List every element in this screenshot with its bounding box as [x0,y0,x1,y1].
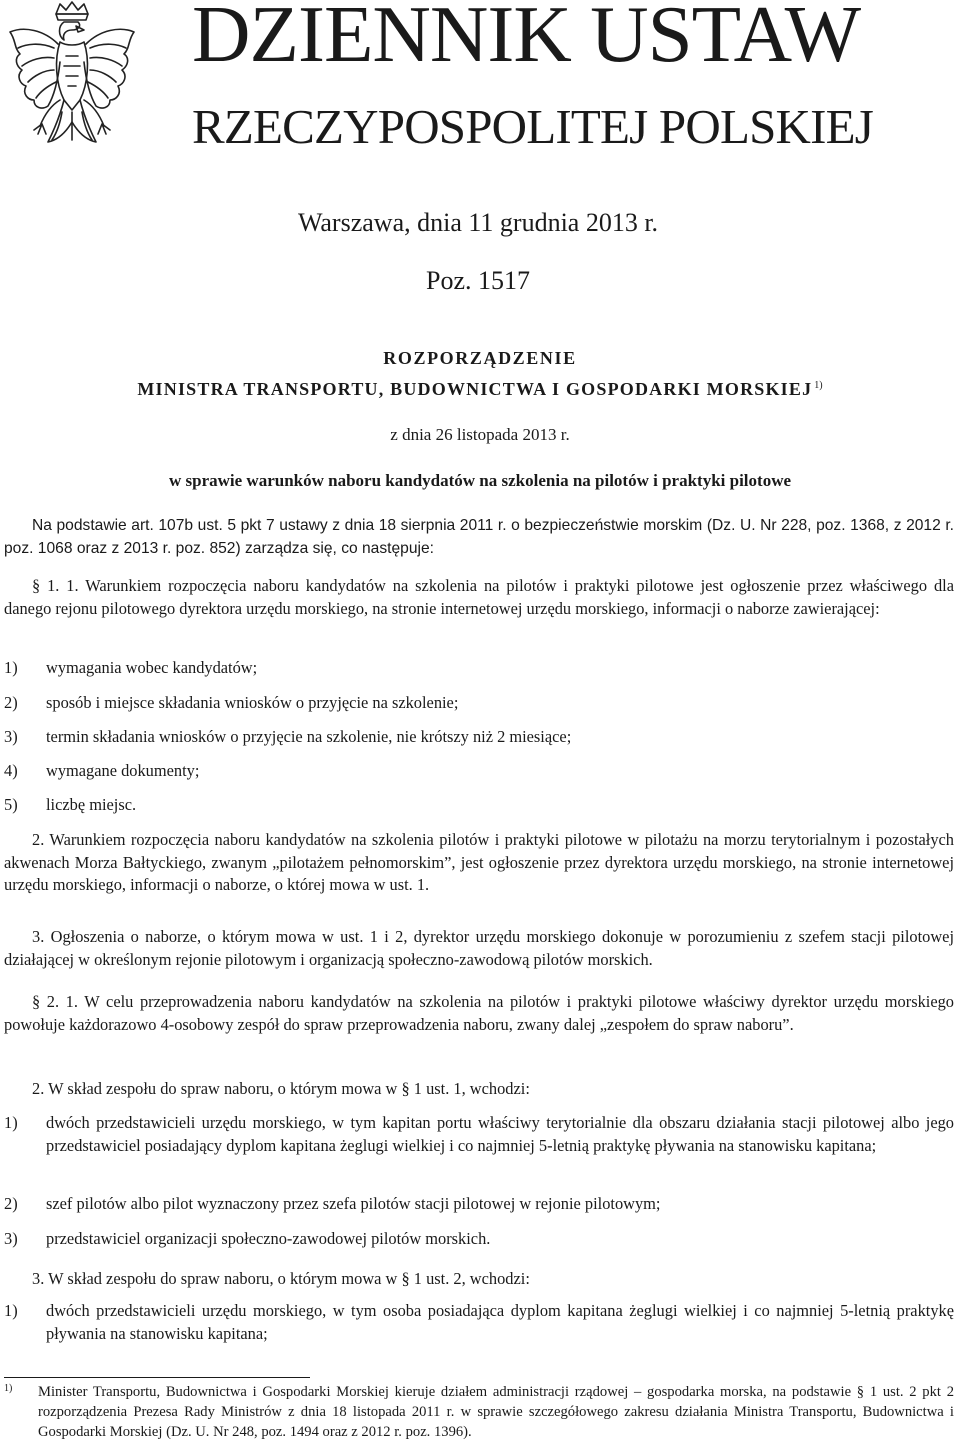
footnote [4,1382,954,1442]
journal-subtitle: RZECZYPOSPOLITEJ POLSKIEJ [192,99,874,154]
act-issuer [0,380,960,398]
list-item [4,794,954,817]
act-date: z dnia 26 listopada 2013 r. [390,425,570,444]
footnote-divider [4,1377,310,1378]
list-item [4,726,954,749]
list-item [4,692,954,715]
list-item-number: 1) [4,1301,18,1320]
list-item-number: 1) [4,658,18,677]
list-item-number: 2) [4,1194,18,1213]
list-item-text: sposób i miejsce składania wniosków o przyjęcie na szkolenie; [46,693,459,712]
list-item-number: 1) [4,1113,18,1132]
list-item-text: wymagane dokumenty; [46,761,200,780]
eagle-emblem-icon [4,0,140,162]
list-item-text: dwóch przedstawicieli urzędu morskiego, w tym osoba posiadająca dyplom kapitana żeglugi wielkiej i co najmniej 5-letnią praktykę pływania na stanowisku kapitana; [46,1301,954,1343]
list-item-text: liczbę miejsc. [46,795,137,814]
section-2-paragraph-1: § 2. 1. W celu przeprowadzenia naboru kandydatów na szkolenia na pilotów i praktyki pilotowe właściwy dyrektor urzędu morskiego powołuje każdorazowo 4-osobowy zespół do spraw przeprowadzenia naboru, zwany dalej „zespołem do spraw naboru”. [4,992,954,1034]
list-item-number: 3) [4,1229,18,1248]
section-1-paragraph-3: 3. Ogłoszenia o naborze, o którym mowa w ust. 1 i 2, dyrektor urzędu morskiego dokonuje w porozumieniu z szefem stacji pilotowej działającej w określonym rejonie pilotowym i organizacją społeczno-zawodową pilotów morskich. [4,927,954,969]
footnote-text: Minister Transportu, Budownictwa i Gospodarki Morskiej kieruje działem administracji rządowej – gospodarka morska, na podstawie § 1 ust. 2 pkt 2 rozporządzenia Prezesa Rady Ministrów z dnia 18 listopada 2011 r. w sprawie szczegółowego zakresu działania Ministra Transportu, Budownictwa i Gospodarki Morskiej (Dz. U. Nr 248, poz. 1494 oraz z 2012 r. poz. 1396). [38,1384,954,1440]
section-1-paragraph-1: § 1. 1. Warunkiem rozpoczęcia naboru kandydatów na szkolenia na pilotów i praktyki pilotowe jest ogłoszenie przez właściwego dla danego rejonu pilotowego dyrektora urzędu morskiego, na stronie internetowej urzędu morskiego, informacji o naborze zawierającej: [4,576,954,618]
section-1-paragraph-2: 2. Warunkiem rozpoczęcia naboru kandydatów na szkolenia pilotów i praktyki pilotowe w pilotażu na morzu terytorialnym i pozostałych akwenach Morza Bałtyckiego, zwanym „pilotażem pełnomorskim”, jest ogłoszenie przez dyrektora urzędu morskiego, na stronie internetowej urzędu morskiego, informacji o naborze, o której mowa w ust. 1. [4,830,954,894]
list-item-text: szef pilotów albo pilot wyznaczony przez szefa pilotów stacji pilotowej w rejonie pilotowym; [46,1194,661,1213]
list-item-number: 2) [4,693,18,712]
position-number: Poz. 1517 [426,266,530,295]
list-item-number: 4) [4,761,18,780]
list-item [4,1228,954,1251]
footnote-reference[interactable]: 1) [814,380,823,391]
preamble: Na podstawie art. 107b ust. 5 pkt 7 ustawy z dnia 18 sierpnia 2011 r. o bezpieczeństwie morskim (Dz. U. Nr 228, poz. 1368, z 2012 r. poz. 1068 oraz z 2013 r. poz. 852) zarządza się, co następuje: [4,517,954,557]
journal-title: DZIENNIK USTAW [192,0,861,79]
list-item-number: 3) [4,727,18,746]
section-2-paragraph-3: 3. W skład zespołu do spraw naboru, o którym mowa w § 1 ust. 2, wchodzi: [32,1269,530,1288]
section-2-paragraph-2: 2. W skład zespołu do spraw naboru, o którym mowa w § 1 ust. 1, wchodzi: [32,1079,530,1098]
list-item [4,1193,954,1216]
footnote-mark: 1) [4,1383,13,1394]
act-subject: w sprawie warunków naboru kandydatów na szkolenia na pilotów i praktyki pilotowe [168,471,792,490]
list-item-text: wymagania wobec kandydatów; [46,658,258,677]
list-item [4,760,954,783]
list-item [4,657,954,680]
publication-date: Warszawa, dnia 11 grudnia 2013 r. [297,208,659,237]
list-item [4,1300,954,1345]
act-type: ROZPORZĄDZENIE [383,348,577,368]
list-item-number: 5) [4,795,18,814]
list-item-text: przedstawiciel organizacji społeczno-zawodowej pilotów morskich. [46,1229,491,1248]
list-item [4,1112,954,1157]
act-issuer-text: MINISTRA TRANSPORTU, BUDOWNICTWA I GOSPODARKI MORSKIEJ [137,379,813,399]
list-item-text: dwóch przedstawicieli urzędu morskiego, w tym kapitan portu właściwy terytorialnie dla obszaru działania stacji pilotowej albo jego przedstawiciel posiadający dyplom kapitana żeglugi wielkiej i co najmniej 5-letnią praktykę pływania na stanowisku kapitana; [46,1113,954,1155]
list-item-text: termin składania wniosków o przyjęcie na szkolenie, nie krótszy niż 2 miesiące; [46,727,572,746]
